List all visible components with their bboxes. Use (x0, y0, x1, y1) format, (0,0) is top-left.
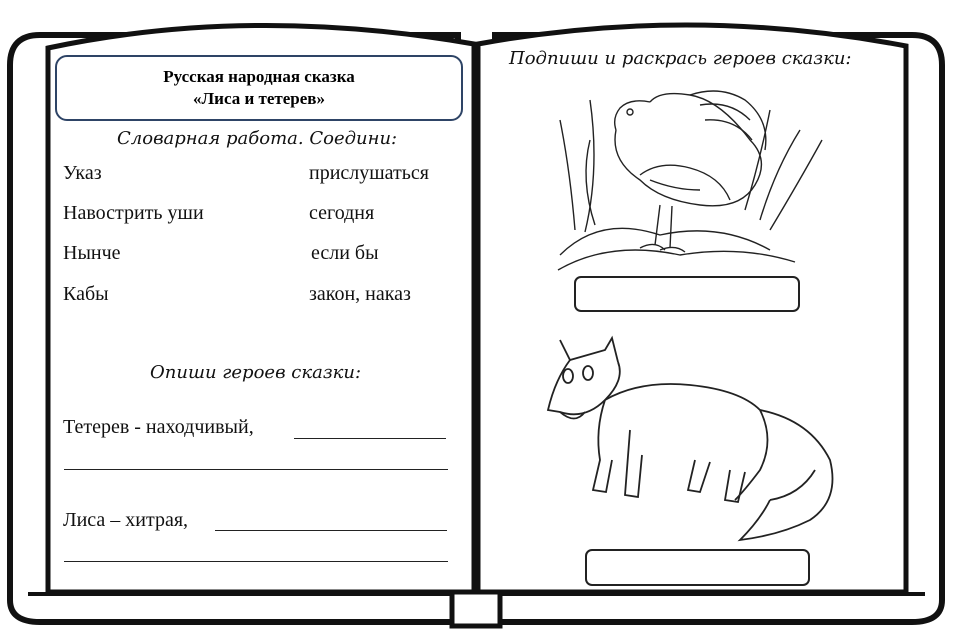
title-line-2: «Лиса и тетерев» (193, 89, 325, 108)
vocab-left-3: Нынче (63, 242, 121, 264)
vocab-right-1: прислушаться (309, 162, 429, 184)
title-box (55, 55, 463, 121)
vocab-right-3: если бы (311, 242, 379, 264)
grouse-name-box[interactable] (574, 276, 800, 312)
describe-line-fox: Лиса – хитрая, (63, 509, 189, 531)
describe-line-grouse: Тетерев - находчивый, (63, 416, 254, 438)
vocab-left-4: Кабы (63, 283, 109, 305)
vocab-right-2: сегодня (309, 202, 375, 224)
title-line-1: Русская народная сказка (163, 67, 355, 86)
book-spine-tab (452, 594, 500, 626)
vocab-left-1: Указ (63, 162, 102, 184)
vocab-left-2: Навострить уши (63, 202, 204, 224)
answer-line-grouse-1[interactable] (294, 438, 446, 439)
fox-name-box[interactable] (585, 549, 810, 586)
vocabulary-heading: Словарная работа. Соедини: (117, 128, 398, 149)
answer-line-fox-1[interactable] (215, 530, 447, 531)
vocab-right-4: закон, наказ (309, 283, 411, 305)
answer-line-fox-2[interactable] (64, 561, 448, 562)
answer-line-grouse-2[interactable] (64, 469, 448, 470)
right-page-heading: Подпиши и раскрась героев сказки: (509, 48, 852, 69)
describe-heading: Опиши героев сказки: (150, 362, 362, 383)
